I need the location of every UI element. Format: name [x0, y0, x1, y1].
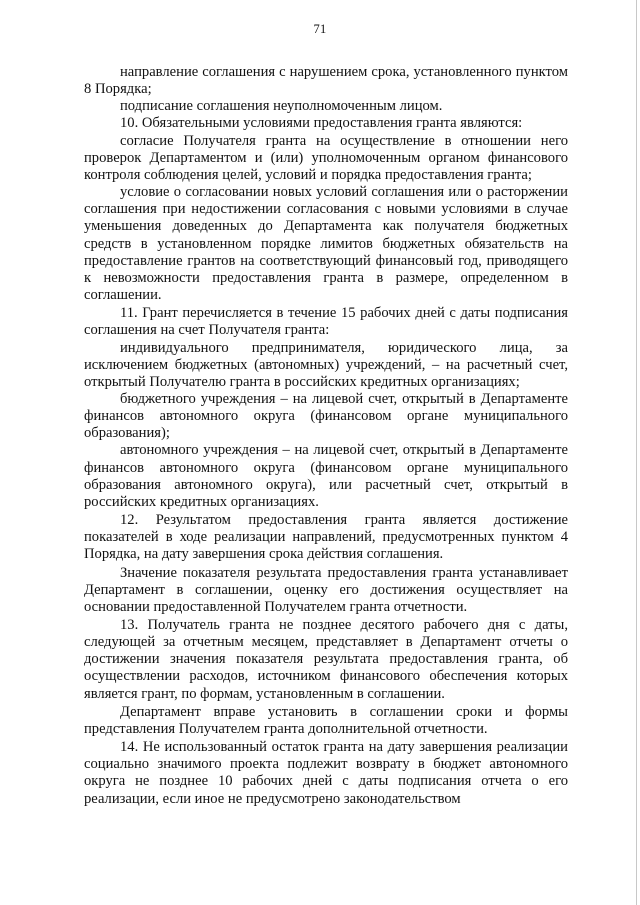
- page-number: 71: [313, 22, 327, 36]
- paragraph-7: индивидуального предпринимателя, юридического лица, за исключением бюджетных (автономных) учреждений, – на расчетный счет, открытый Получателю гранта в российских кредитных организациях;: [84, 339, 568, 390]
- scan-edge-line: [636, 0, 637, 905]
- paragraph-14: 14. Не использованный остаток гранта на дату завершения реализации социально значимого проекта подлежит возврату в бюджет автономного округа не позднее 10 рабочих дней с даты подписания отчета о его реализации, если иное не предусмотрено законодательством: [84, 739, 568, 807]
- paragraph-5: условие о согласовании новых условий соглашения или о расторжении соглашения при недостижении согласования с новыми условиями в случае уменьшения доведенных до Департамента как получателя бюджетных средств в установленном порядке лимитов бюджетных обязательств на предоставление грантов на соответствующий финансовый год, приводящего к невозможности предоставления гранта в размере, определенном в соглашении.: [84, 184, 568, 304]
- paragraph-3: 10. Обязательными условиями предоставления гранта являются:: [120, 115, 523, 132]
- paragraph-10: 12. Результатом предоставления гранта является достижение показателей в ходе реализации направлений, предусмотренных пунктом 4 Порядка, на дату завершения срока действия соглашения.: [84, 512, 568, 563]
- paragraph-8: бюджетного учреждения – на лицевой счет, открытый в Департаменте финансов автономного округа (финансовом органе муниципального образования);: [84, 390, 568, 442]
- document-body: [84, 64, 568, 808]
- paragraph-1: направление соглашения с нарушением срока, установленного пунктом 8 Порядка;: [84, 64, 568, 98]
- paragraph-13: Департамент вправе установить в соглашении сроки и формы представления Получателем гранта дополнительной отчетности.: [84, 703, 568, 737]
- paragraph-11: Значение показателя результата предоставления гранта устанавливает Департамент в соглашении, оценку его достижения осуществляет на основании предоставленной Получателем гранта отчетности.: [84, 564, 568, 615]
- paragraph-4: согласие Получателя гранта на осуществление в отношении него проверок Департаментом и (или) уполномоченным органом финансового контроля соблюдения целей, условий и порядка предоставления гранта;: [84, 132, 568, 183]
- paragraph-12: 13. Получатель гранта не позднее десятого рабочего дня с даты, следующей за отчетным месяцем, представляет в Департамент отчеты о достижении значения показателя результата предоставления гранта, об осуществлении расходов, источником финансового обеспечения которых является грант, по формам, установленным в соглашении.: [84, 617, 568, 702]
- paragraph-9: автономного учреждения – на лицевой счет, открытый в Департаменте финансов автономного округа (финансовом органе муниципального образования автономного округа), или расчетный счет, открытый в российских кредитных организациях.: [84, 442, 568, 510]
- paragraph-2: подписание соглашения неуполномоченным лицом.: [120, 98, 443, 115]
- paragraph-6: 11. Грант перечисляется в течение 15 рабочих дней с даты подписания соглашения на счет Получателя гранта:: [84, 305, 568, 339]
